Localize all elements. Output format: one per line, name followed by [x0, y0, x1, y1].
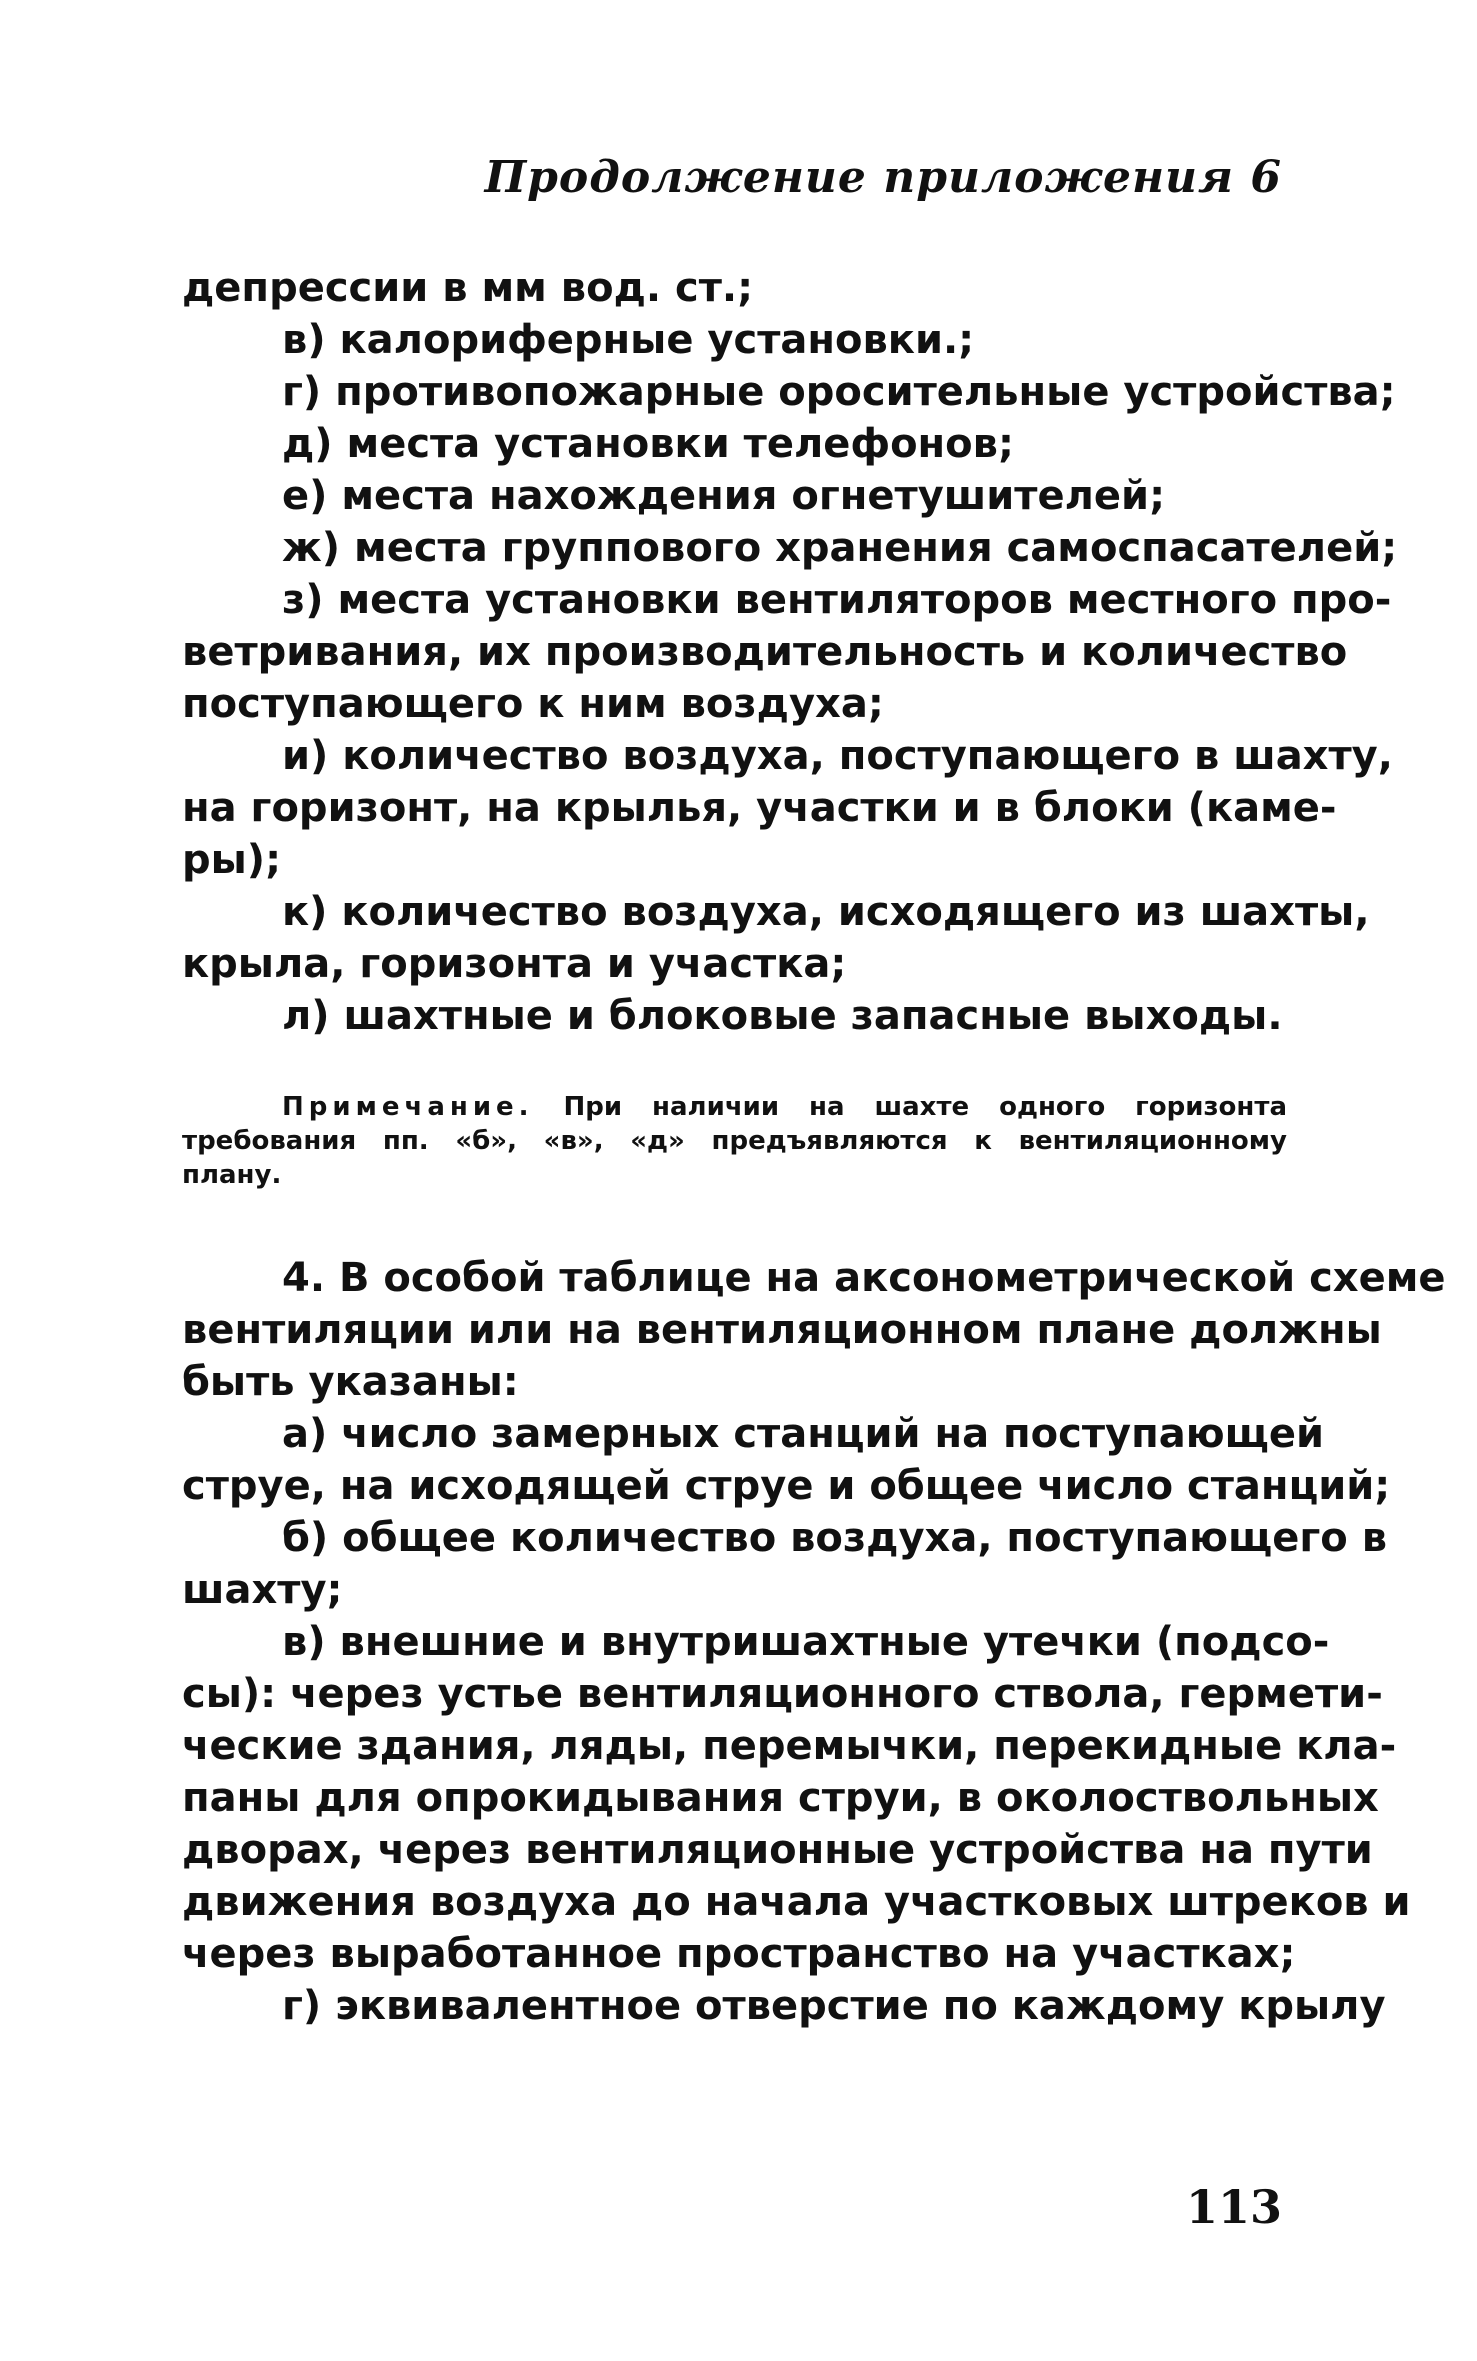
- text-line: быть указаны:: [182, 1359, 519, 1405]
- text-line: сы): через устье вентиляционного ствола, гермети-: [182, 1671, 1383, 1717]
- text-line: а) число замерных станций на поступающей: [282, 1411, 1325, 1457]
- text-line: 4. В особой таблице на аксонометрической схеме: [282, 1255, 1446, 1301]
- text-line: е) места нахождения огнетушителей;: [282, 473, 1166, 519]
- text-line: через выработанное пространство на участках;: [182, 1931, 1296, 1977]
- footnote-text: При наличии на шахте одного горизонта: [563, 1092, 1287, 1122]
- text-line: в) калориферные установки.;: [282, 317, 975, 363]
- footnote-label: Примечание.: [282, 1092, 534, 1122]
- text-line: ческие здания, ляды, перемычки, перекидные кла-: [182, 1723, 1397, 1769]
- text-line: вентиляции или на вентиляционном плане должны: [182, 1307, 1382, 1353]
- footnote-line: плану.: [182, 1160, 282, 1190]
- text-line: крыла, горизонта и участка;: [182, 941, 847, 987]
- text-line: депрессии в мм вод. ст.;: [182, 265, 754, 311]
- text-line: шахту;: [182, 1567, 343, 1613]
- text-line: б) общее количество воздуха, поступающего в: [282, 1515, 1387, 1561]
- text-line: д) места установки телефонов;: [282, 421, 1014, 467]
- text-line: и) количество воздуха, поступающего в шахту,: [282, 733, 1393, 779]
- text-line: поступающего к ним воздуха;: [182, 681, 884, 727]
- text-line: л) шахтные и блоковые запасные выходы.: [282, 993, 1283, 1039]
- text-line: ж) места группового хранения самоспасателей;: [282, 525, 1398, 571]
- text-line: з) места установки вентиляторов местного про-: [282, 577, 1392, 623]
- running-header: Продолжение приложения 6: [484, 152, 1282, 203]
- text-line: движения воздуха до начала участковых штреков и: [182, 1879, 1411, 1925]
- footnote-line: требования пп. «б», «в», «д» предъявляются к вентиляционному: [182, 1126, 1287, 1156]
- page-number: 113: [1185, 2180, 1282, 2234]
- text-line: г) противопожарные оросительные устройства;: [282, 369, 1396, 415]
- text-line: ры);: [182, 837, 282, 883]
- text-line: ветривания, их производительность и количество: [182, 629, 1348, 675]
- text-line: к) количество воздуха, исходящего из шахты,: [282, 889, 1370, 935]
- text-line: на горизонт, на крылья, участки и в блоки (каме-: [182, 785, 1337, 831]
- footnote-line: [182, 1090, 1287, 1124]
- text-line: дворах, через вентиляционные устройства на пути: [182, 1827, 1373, 1873]
- text-line: г) эквивалентное отверстие по каждому крылу: [282, 1983, 1386, 2029]
- text-line: паны для опрокидывания струи, в околоствольных: [182, 1775, 1379, 1821]
- text-line: в) внешние и внутришахтные утечки (подсо-: [282, 1619, 1330, 1665]
- text-line: струе, на исходящей струе и общее число станций;: [182, 1463, 1391, 1509]
